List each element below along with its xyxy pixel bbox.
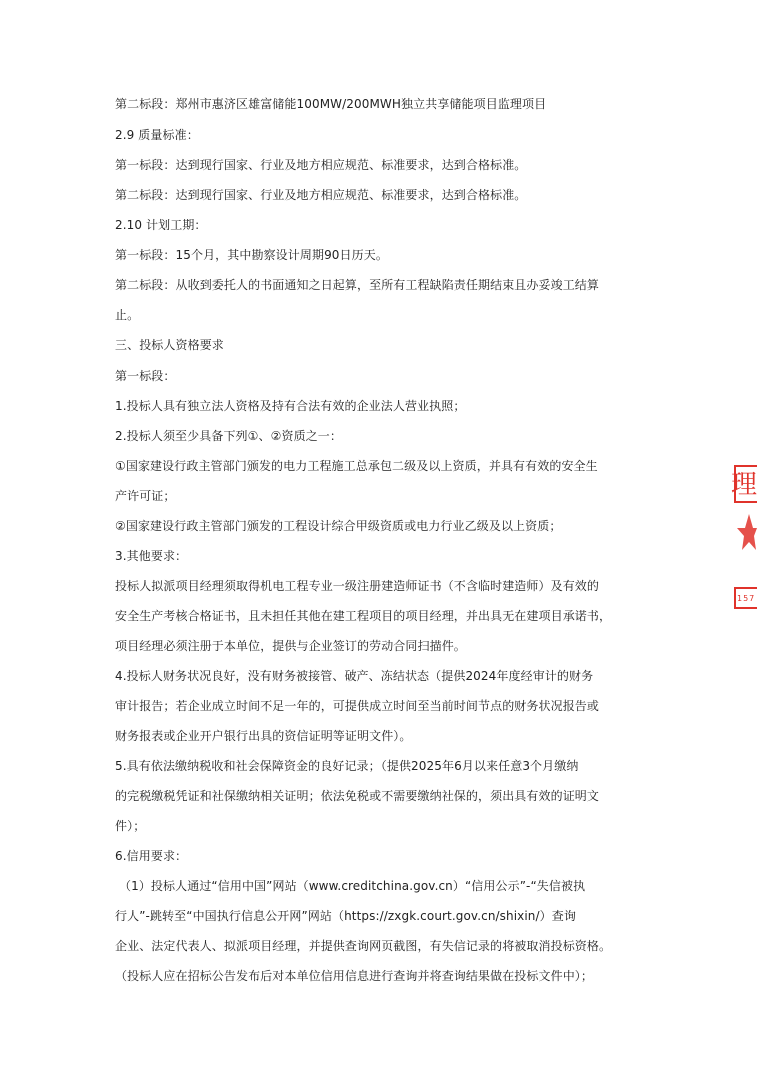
text-line: 5.具有依法缴纳税收和社会保障资金的良好记录；（提供2025年6月以来任意3个月缴纳 — [115, 759, 579, 773]
text-line: 安全生产考核合格证书，且未担任其他在建工程项目的项目经理，并出具无在建项目承诺书， — [115, 609, 612, 623]
text-line: 企业、法定代表人、拟派项目经理，并提供查询网页截图，有失信记录的将被取消投标资格。 — [115, 939, 612, 953]
text-line: 审计报告；若企业成立时间不足一年的，可提供成立时间至当前时间节点的财务状况报告或 — [115, 699, 600, 713]
text-line: 3.其他要求： — [115, 549, 188, 563]
section-heading: 三、投标人资格要求 — [115, 338, 224, 352]
text-line: 项目经理必须注册于本单位，提供与企业签订的劳动合同扫描件。 — [115, 639, 466, 653]
seal-character: 理 — [731, 470, 757, 500]
text-line: 的完税缴税凭证和社保缴纳相关证明；依法免税或不需要缴纳社保的，须出具有效的证明文 — [115, 789, 600, 803]
seal-stamp — [727, 462, 757, 612]
text-line: 第二标段：郑州市惠济区雄富储能100MW/200MWH独立共享储能项目监理项目 — [115, 97, 547, 111]
text-line: 投标人拟派项目经理须取得机电工程专业一级注册建造师证书（不含临时建造师）及有效的 — [115, 579, 600, 593]
text-line: 产许可证； — [115, 489, 176, 503]
text-line: 2.投标人须至少具备下列①、②资质之一： — [115, 429, 342, 443]
text-line: ②国家建设行政主管部门颁发的工程设计综合甲级资质或电力行业乙级及以上资质； — [115, 519, 562, 533]
text-line: 财务报表或企业开户银行出具的资信证明等证明文件）。 — [115, 729, 412, 743]
text-line: 2.10 计划工期： — [115, 218, 207, 232]
text-line: 2.9 质量标准： — [115, 128, 199, 142]
text-line: 件）； — [115, 819, 146, 833]
text-line: 6.信用要求： — [115, 849, 188, 863]
text-line: 第二标段：达到现行国家、行业及地方相应规范、标准要求，达到合格标准。 — [115, 188, 527, 202]
text-line: （1）投标人通过“信用中国”网站（www.creditchina.gov.cn）“信用公示”-“失信被执 — [119, 879, 586, 893]
seal-number: 157 — [737, 594, 756, 603]
text-line: 止。 — [115, 308, 140, 322]
text-line: 1.投标人具有独立法人资格及持有合法有效的企业法人营业执照； — [115, 399, 466, 413]
text-line: ①国家建设行政主管部门颁发的电力工程施工总承包二级及以上资质，并具有有效的安全生 — [115, 459, 598, 473]
text-line: 第一标段：达到现行国家、行业及地方相应规范、标准要求，达到合格标准。 — [115, 158, 527, 172]
text-line: 4.投标人财务状况良好，没有财务被接管、破产、冻结状态（提供2024年度经审计的财务 — [115, 669, 594, 683]
text-line: （投标人应在招标公告发布后对本单位信用信息进行查询并将查询结果做在投标文件中）； — [115, 969, 594, 983]
text-line: 第一标段：15个月，其中勘察设计周期90日历天。 — [115, 248, 388, 262]
text-line: 行人”-跳转至“中国执行信息公开网”网站（https://zxgk.court.gov.cn/shixin/）查询 — [115, 909, 576, 923]
text-line: 第二标段：从收到委托人的书面通知之日起算，至所有工程缺陷责任期结束且办妥竣工结算 — [115, 278, 600, 292]
text-line: 第一标段： — [115, 369, 176, 383]
